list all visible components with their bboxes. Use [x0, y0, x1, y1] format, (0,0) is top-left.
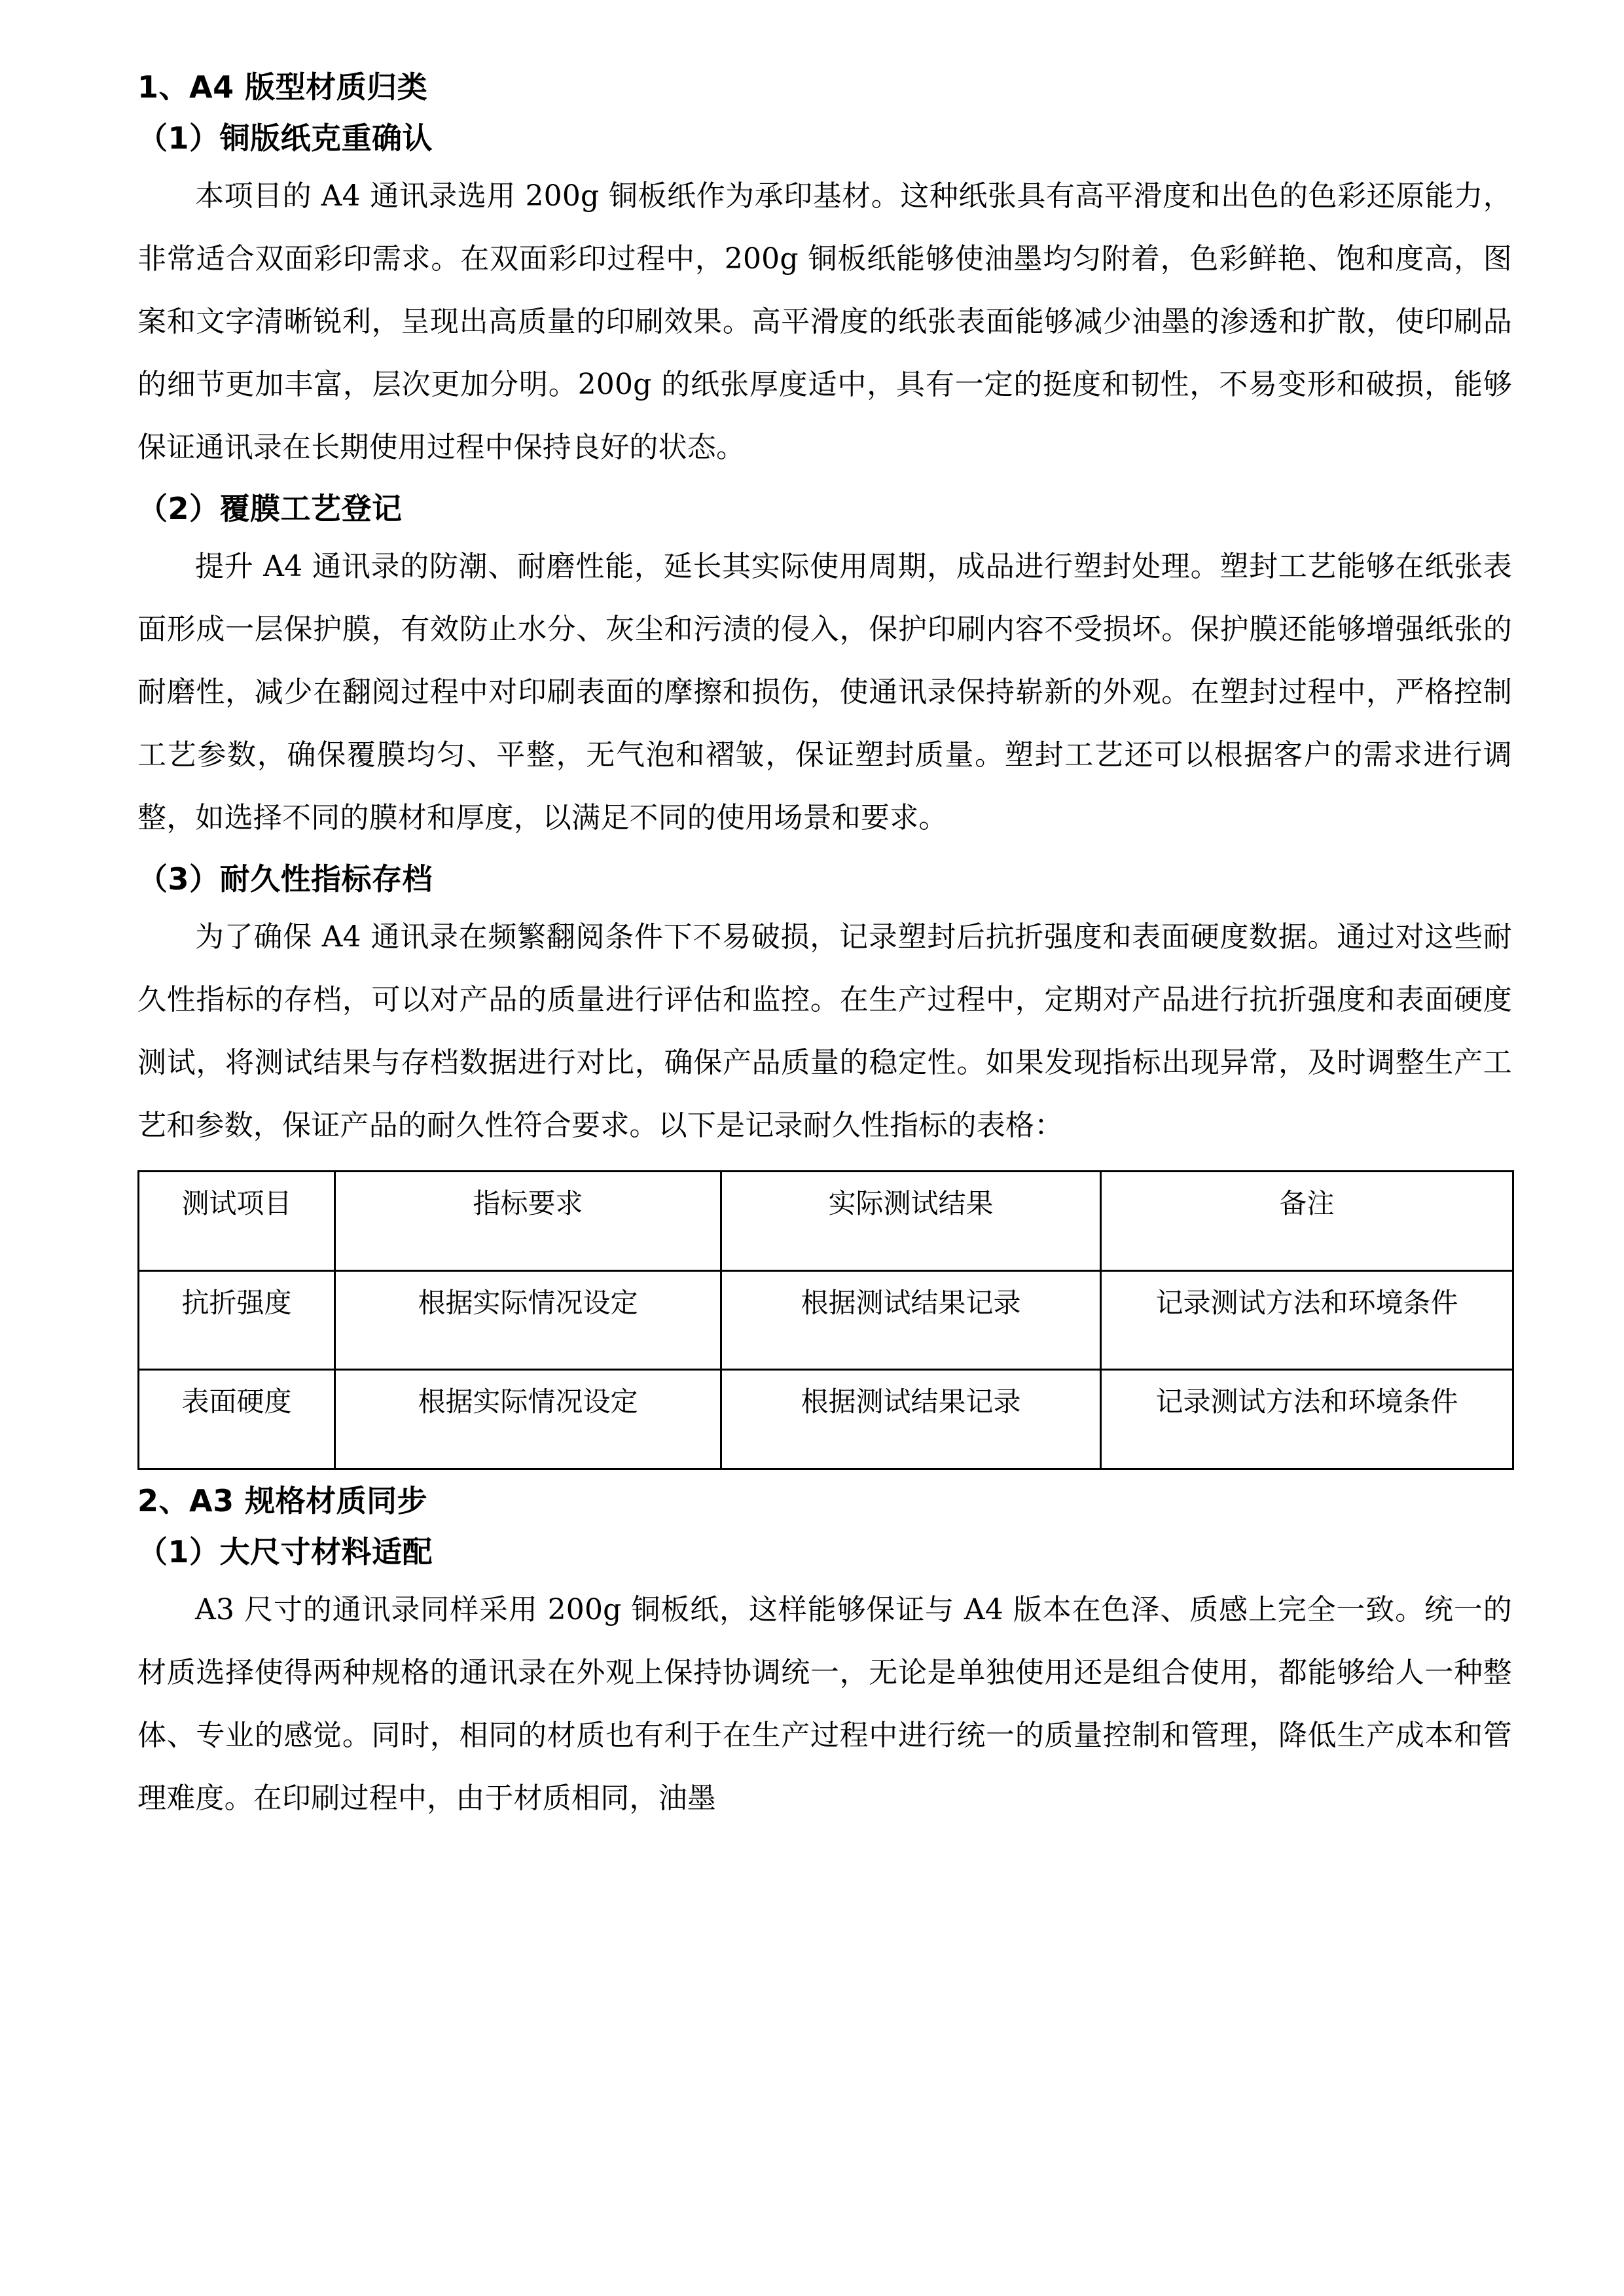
table-header-cell: 备注	[1101, 1172, 1513, 1271]
subsection-heading-1-1: （1）铜版纸克重确认	[137, 120, 433, 156]
table-cell: 记录测试方法和环境条件	[1101, 1270, 1513, 1370]
paragraph-1-3: 为了确保 A4 通讯录在频繁翻阅条件下不易破损，记录塑封后抗折强度和表面硬度数据。通过对这些耐久性指标的存档，可以对产品的质量进行评估和监控。在生产过程中，定期对产品进行抗折强度和表面硬度测试，将测试结果与存档数据进行对比，确保产品质量的稳定性。如果发现指标出现异常，及时调整生产工艺和参数，保证产品的耐久性符合要求。以下是记录耐久性指标的表格：	[137, 920, 1512, 1142]
table-header-cell: 指标要求	[335, 1172, 721, 1271]
subsection-heading-2-1: （1）大尺寸材料适配	[137, 1534, 433, 1570]
table-cell: 根据实际情况设定	[335, 1370, 721, 1469]
section-heading-2: 2、A3 规格材质同步	[137, 1482, 428, 1518]
durability-indicator-table	[137, 1170, 1514, 1470]
paragraph-1-2: 提升 A4 通讯录的防潮、耐磨性能，延长其实际使用周期，成品进行塑封处理。塑封工艺能够在纸张表面形成一层保护膜，有效防止水分、灰尘和污渍的侵入，保护印刷内容不受损坏。保护膜还能够增强纸张的耐磨性，减少在翻阅过程中对印刷表面的摩擦和损伤，使通讯录保持崭新的外观。在塑封过程中，严格控制工艺参数，确保覆膜均匀、平整，无气泡和褶皱，保证塑封质量。塑封工艺还可以根据客户的需求进行调整，如选择不同的膜材和厚度，以满足不同的使用场景和要求。	[137, 550, 1512, 834]
table-row	[139, 1370, 1513, 1469]
table-cell: 抗折强度	[139, 1270, 335, 1370]
document-content	[137, 63, 1512, 1834]
subsection-heading-1-2: （2）覆膜工艺登记	[137, 491, 403, 526]
table-header-cell: 测试项目	[139, 1172, 335, 1271]
table-row	[139, 1270, 1513, 1370]
table-header-row	[139, 1172, 1513, 1271]
table-header-cell: 实际测试结果	[721, 1172, 1101, 1271]
table-cell: 根据实际情况设定	[335, 1270, 721, 1370]
paragraph-2-1: A3 尺寸的通讯录同样采用 200g 铜板纸，这样能够保证与 A4 版本在色泽、质感上完全一致。统一的材质选择使得两种规格的通讯录在外观上保持协调统一，无论是单独使用还是组合使用，都能够给人一种整体、专业的感觉。同时，相同的材质也有利于在生产过程中进行统一的质量控制和管理，降低生产成本和管理难度。在印刷过程中，由于材质相同，油墨	[137, 1592, 1512, 1815]
subsection-heading-1-3: （3）耐久性指标存档	[137, 861, 433, 897]
paragraph-1-1: 本项目的 A4 通讯录选用 200g 铜板纸作为承印基材。这种纸张具有高平滑度和出色的色彩还原能力，非常适合双面彩印需求。在双面彩印过程中，200g 铜板纸能够使油墨均匀附着，色彩鲜艳、饱和度高，图案和文字清晰锐利，呈现出高质量的印刷效果。高平滑度的纸张表面能够减少油墨的渗透和扩散，使印刷品的细节更加丰富，层次更加分明。200g 的纸张厚度适中，具有一定的挺度和韧性，不易变形和破损，能够保证通讯录在长期使用过程中保持良好的状态。	[137, 179, 1512, 464]
table-cell: 根据测试结果记录	[721, 1270, 1101, 1370]
table-cell: 根据测试结果记录	[721, 1370, 1101, 1469]
table-cell: 表面硬度	[139, 1370, 335, 1469]
table-cell: 记录测试方法和环境条件	[1101, 1370, 1513, 1469]
section-heading-1: 1、A4 版型材质归类	[137, 69, 428, 105]
